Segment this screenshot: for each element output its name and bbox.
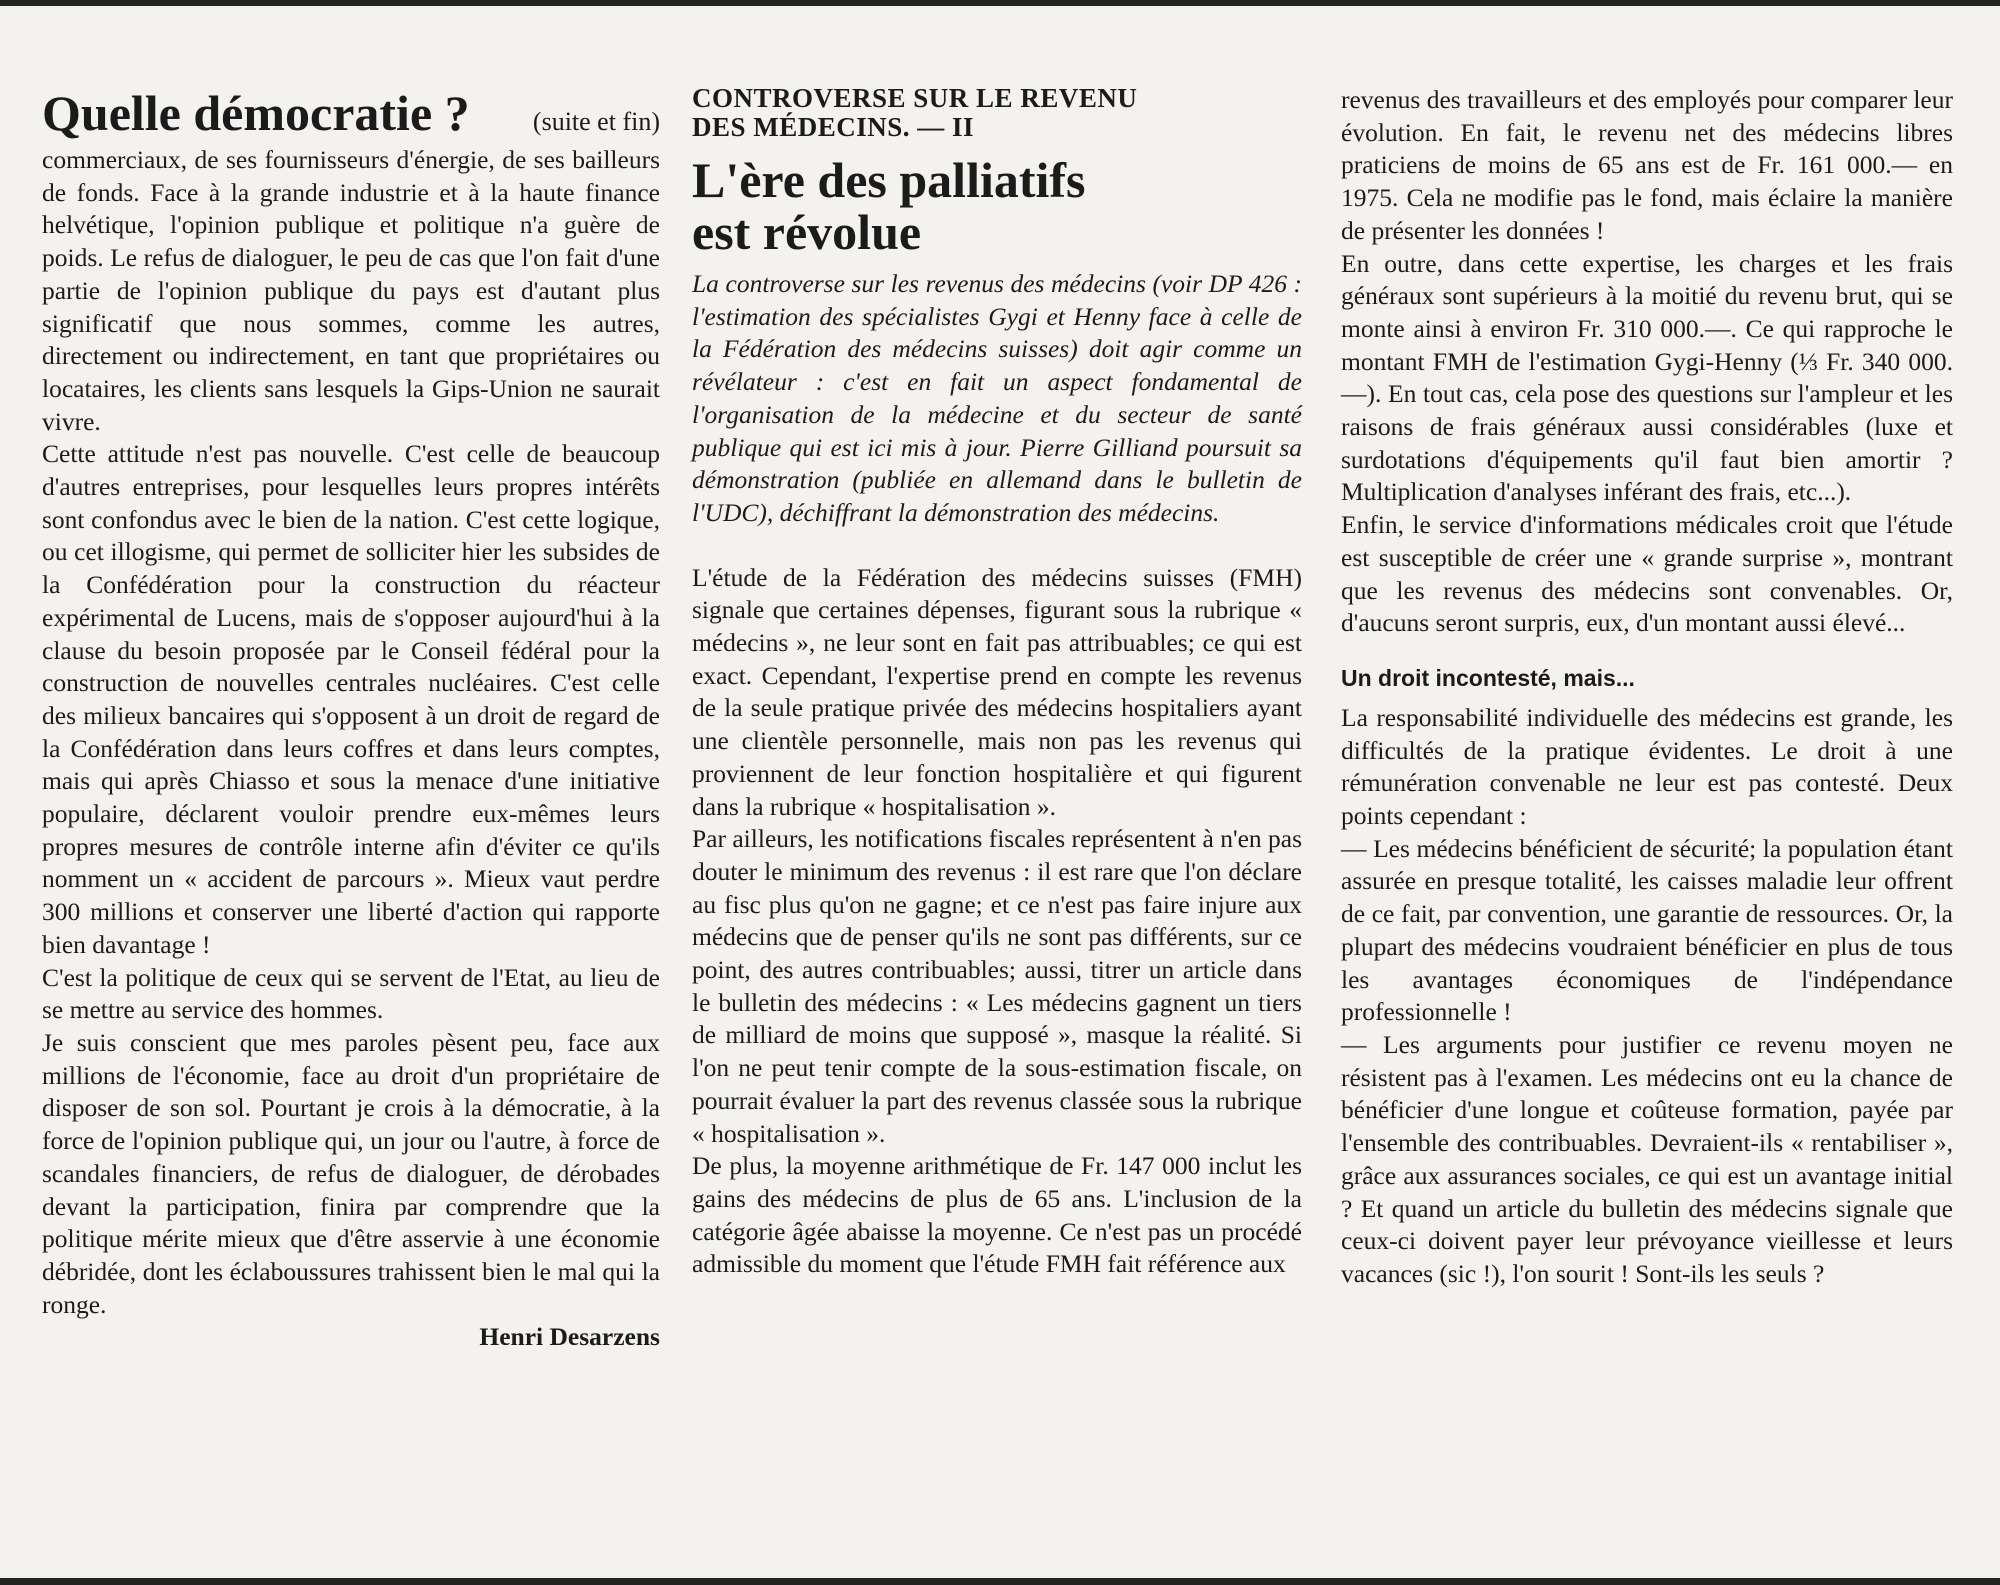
article-title: Quelle démocratie ? <box>42 85 470 141</box>
top-rule <box>0 0 2000 6</box>
paragraph: L'étude de la Fédération des médecins suisses (FMH) signale que certaines dépenses, figurant sous la rubrique « médecins », ne leur sont en fait pas attribuables; ce qui est exact. Cependant, l'expertise prend en compte les revenus de la seule pratique privée des médecins hospitaliers ayant une clientèle personnelle, mais non pas les revenus qui proviennent de leur fonction hospitalière et qui figurent dans la rubrique « hospitalisation ». <box>692 562 1302 821</box>
paragraph: Cette attitude n'est pas nouvelle. C'est celle de beaucoup d'autres entreprises, pour lesquelles leurs propres intérêts sont confondus avec le bien de la nation. C'est cette logique, ou cet illogisme, qui permet de solliciter hier les subsides de la Confédération pour la construction du réacteur expérimental de Lucens, mais de s'opposer aujourd'hui à la clause du besoin proposée par le Conseil fédéral pour la construction de nouvelles centrales nucléaires. C'est celle des milieux bancaires qui s'opposent à un droit de regard de la Confédération dans leurs coffres et dans leurs comptes, mais qui après Chiasso et sous la menace d'une initiative populaire, déclarent vouloir prendre eux-mêmes leurs propres mesures de contrôle interne afin d'éviter ce qu'ils nomment un « accident de parcours ». Mieux vaut perdre 300 millions et conserver une liberté d'action qui rapporte bien davantage ! <box>42 439 660 959</box>
paragraph: revenus des travailleurs et des employés pour comparer leur évolution. En fait, le revenu net des médecins libres praticiens de moins de 65 ans est de Fr. 161 000.— en 1975. Cela ne modifie pas le fond, mais éclaire la manière de présenter les données ! <box>1341 85 1953 245</box>
article-title-row <box>42 84 660 142</box>
article-continuation-column <box>1341 84 1953 1291</box>
paragraph: Je suis conscient que mes paroles pèsent peu, face aux millions de l'économie, face au droit d'un propriétaire de disposer de son sol. Pourtant je crois à la démocratie, à la force de l'opinion publique qui, un jour ou l'autre, à force de scandales financiers, de refus de dialoguer, de dérobades devant la participation, finira par comprendre que la politique mérite mieux que d'être asservie à une économie débridée, dont les éclaboussures trahissent bien le mal qui la ronge. <box>42 1027 660 1319</box>
paragraph: En outre, dans cette expertise, les charges et les frais généraux sont supérieurs à la moitié du revenu brut, qui se monte ainsi à environ Fr. 310 000.—. Ce qui rapproche le montant FMH de l'estimation Gygi-Henny (⅓ Fr. 340 000.—). En tout cas, cela pose des questions sur l'ampleur et les raisons de frais généraux aussi considérables (luxe et surdotations d'équipements qu'il faut bien amortir ? Multiplication d'analyses inférant des frais, etc...). <box>1341 248 1953 507</box>
title-note: (suite et fin) <box>532 107 660 136</box>
section-subhead: Un droit incontesté, mais... <box>1341 664 1635 691</box>
article-headline <box>692 154 1302 258</box>
paragraph: commerciaux, de ses fournisseurs d'énergie, de ses bailleurs de fonds. Face à la grande industrie et à la haute finance helvétique, l'opinion publique et politique n'a guère de poids. Le refus de dialoguer, le peu de cas que l'on fait d'une partie de l'opinion publique du pays est d'autant plus significatif que nous sommes, comme les autres, directement ou indirectement, en tant que propriétaires ou locataires, les clients sans lesquels la Gips-Union ne saurait vivre. <box>42 145 660 436</box>
paragraph: De plus, la moyenne arithmétique de Fr. 147 000 inclut les gains des médecins de plus de 65 ans. L'inclusion de la catégorie âgée abaisse la moyenne. Ce n'est pas un procédé admissible du moment que l'étude FMH fait référence aux <box>692 1151 1302 1279</box>
paragraph: Par ailleurs, les notifications fiscales représentent à n'en pas douter le minimum des revenus : il est rare que l'on déclare au fisc plus qu'on ne gagne; et ce n'est pas faire injure aux médecins que de penser qu'ils ne sont pas différents, sur ce point, des autres contribuables; aussi, titrer un article dans le bulletin des médecins : « Les médecins gagnent un tiers de milliard de moins que supposé », masque la réalité. Si l'on ne peut tenir compte de la sous-estimation fiscale, on pourrait évaluer la part des revenus classée sous la rubrique « hospitalisation ». <box>692 824 1303 1148</box>
author-signature: Henri Desarzens <box>479 1322 660 1352</box>
paragraph: — Les arguments pour justifier ce revenu moyen ne résistent pas à l'examen. Les médecins ont eu la chance de bénéficier d'une longue et coûteuse formation, payée par l'ensemble des contribuables. Devraient-ils « rentabiliser », grâce aux assurances sociales, ce qui est un avantage initial ? Et quand un article du bulletin des médecins signale que ceux-ci doivent payer leur prévoyance vieillesse et leurs vacances (sic !), l'on sourit ! Sont-ils les seuls ? <box>1341 1029 1953 1288</box>
paragraph: Enfin, le service d'informations médicales croit que l'étude est susceptible de créer une « grande surprise », montrant que les revenus des médecins sont convenables. Or, d'aucuns seront surpris, eux, d'un montant aussi élevé... <box>1341 510 1953 638</box>
kicker-line: DES MÉDECINS. — II <box>692 112 975 142</box>
bottom-rule <box>0 1578 2000 1585</box>
paragraph: C'est la politique de ceux qui se servent de l'Etat, au lieu de se mettre au service des hommes. <box>42 962 660 1025</box>
kicker-line: CONTROVERSE SUR LE REVENU <box>692 83 1138 113</box>
article-kicker <box>692 84 1302 142</box>
article-quelle-democratie <box>42 84 660 1354</box>
article-controverse-revenu <box>692 84 1302 1281</box>
paragraph: — Les médecins bénéficient de sécurité; la population étant assurée en presque totalité, les caisses maladie leur offrent de ce fait, par convention, une garantie de ressources. Or, la plupart des médecins voudraient bénéficier en plus de tous les avantages économiques de l'indépendance professionnelle ! <box>1341 833 1953 1027</box>
paragraph-gap <box>692 530 1302 562</box>
headline-line: L'ère des palliatifs <box>692 152 1086 208</box>
headline-line: est révolue <box>692 204 922 260</box>
article-lead: La controverse sur les revenus des médecins (voir DP 426 : l'estimation des spécialistes Gygi et Henny face à celle de la Fédération des médecins suisses) doit agir comme un révélateur : c'est en fait un aspect fondamental de l'organisation de la médecine et du secteur de santé publique qui est ici mis à jour. Pierre Gilliand poursuit sa démonstration (publiée en allemand dans le bulletin de l'UDC), déchiffrant la démonstration des médecins. <box>692 269 1302 527</box>
paragraph: La responsabilité individuelle des médecins est grande, les difficultés de la pratique évidentes. Le droit à une rémunération convenable ne leur est pas contesté. Deux points cependant : <box>1341 702 1953 831</box>
